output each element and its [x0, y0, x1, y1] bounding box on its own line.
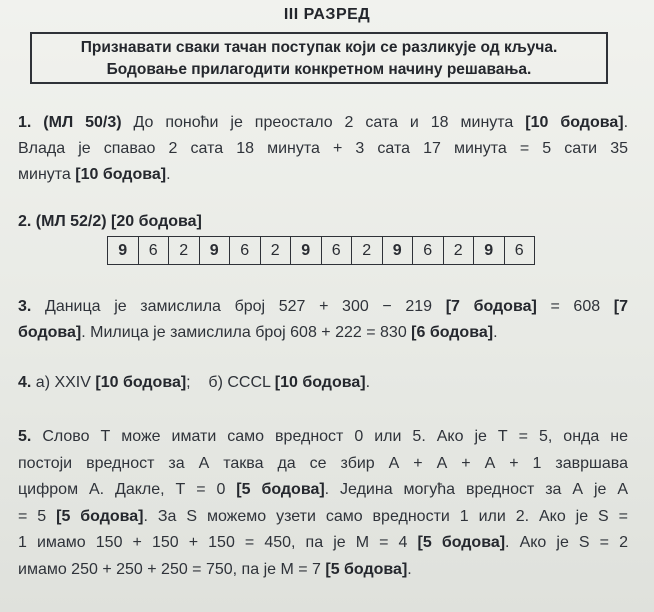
task-1-points-1: [10 бодова]: [525, 114, 624, 131]
task-3-line-2: [18, 320, 628, 346]
task-5-line-6: [18, 557, 628, 584]
task-5-line-5: [18, 530, 628, 557]
task-4-answer-b: б) CCCL: [208, 374, 275, 391]
task-5-points-2: [5 бодова]: [56, 507, 144, 525]
task-1-period: .: [623, 114, 629, 131]
task-3-number: 3.: [18, 298, 32, 315]
task-5-text-5b: . Ако је S = 2: [505, 534, 628, 551]
task-5-line-1: [18, 424, 628, 451]
task-5-line-3: [18, 477, 628, 504]
task-4-number: 4.: [18, 374, 32, 391]
digit-cell: 9: [474, 237, 505, 264]
task-2-reference: (МЛ 52/2): [35, 213, 107, 230]
digit-cell: 9: [383, 237, 414, 264]
digit-cell: 6: [505, 237, 536, 264]
task-3-points-1: [7 бодова]: [445, 298, 537, 315]
task-5-text-6a: имамо 250 + 250 + 250 = 750, па је М = 7: [18, 560, 326, 578]
task-3-period: .: [493, 324, 498, 341]
task-1-line-1: [18, 110, 628, 136]
digit-cell: 2: [444, 237, 475, 264]
task-3-points-2a: [7: [613, 298, 628, 315]
task-1-reference: (МЛ 50/3): [43, 114, 122, 131]
digit-cell: 6: [322, 237, 353, 264]
task-3: [18, 294, 628, 346]
task-1-line-3: [18, 162, 628, 188]
task-1-line-2: Влада је спавао 2 сата 18 минута + 3 сата 17 минута = 5 сати 35: [18, 140, 628, 157]
task-5-text-5a: 1 имамо 150 + 150 + 150 = 450, па је М = 4: [18, 534, 418, 551]
task-5-text-4a: = 5: [18, 507, 57, 525]
task-4-points-a: [10 бодова]: [95, 374, 187, 391]
task-4-separator: ;: [186, 374, 191, 391]
digit-cell: 9: [200, 237, 231, 264]
digit-cell: 2: [169, 237, 200, 264]
task-5-number: 5.: [18, 428, 32, 445]
task-3-points-2b: бодова]: [18, 324, 82, 341]
task-1-text-end: минута: [18, 166, 76, 183]
task-4-points-b: [10 бодова]: [274, 374, 366, 391]
task-5-points-4: [5 бодова]: [325, 560, 408, 578]
grading-notice-box: [30, 32, 608, 84]
task-5: [18, 424, 628, 583]
notice-line-1: Признавати сваки тачан поступак који се разликује од кључа.: [80, 39, 558, 56]
task-4: [18, 370, 628, 396]
digit-cell: 9: [108, 237, 139, 264]
task-4-answer-a: а) XXIV: [31, 374, 96, 391]
task-2-points: [20 бодова]: [111, 213, 202, 230]
task-4-line-1: [18, 370, 628, 396]
digit-cell: 6: [230, 237, 261, 264]
task-5-text-4b: . За S можемо узети само вредности 1 или 2. Ако је S =: [143, 507, 628, 525]
task-2-line-1: [18, 209, 628, 235]
task-3-points-3: [6 бодова]: [411, 324, 494, 341]
task-5-text-1: Слово Т може имати само вредност 0 или 5. Ако је Т = 5, онда не: [31, 428, 628, 445]
task-5-text-3b: . Једина могућа вредност за А је А: [324, 481, 628, 498]
task-3-text: Даница је замислила број 527 + 300 − 219: [31, 298, 446, 315]
task-2-number: 2.: [18, 213, 32, 230]
task-3-text-2: . Милица је замислила број 608 + 222 = 830: [81, 324, 412, 341]
task-1-points-2: [10 бодова]: [75, 166, 167, 183]
task-4-period: .: [365, 374, 371, 391]
task-1-text: До поноћи је преостало 2 сата и 18 минута: [121, 114, 526, 131]
task-2: [18, 209, 628, 235]
digit-cell: 9: [291, 237, 322, 264]
task-5-text-6b: .: [407, 560, 412, 578]
task-5-points-1: [5 бодова]: [236, 481, 325, 498]
digit-cell: 2: [261, 237, 292, 264]
task-3-line-1: [18, 294, 628, 320]
grade-heading: III РАЗРЕД: [283, 6, 371, 23]
task-3-result: = 608: [536, 298, 614, 315]
notice-line-2: Бодовање прилагодити конкретном начину решавања.: [106, 61, 532, 78]
digit-cell: 6: [139, 237, 170, 264]
digit-cell: 6: [413, 237, 444, 264]
task-1: [18, 110, 628, 188]
task-5-line-4: [18, 504, 628, 531]
digit-cell: 2: [352, 237, 383, 264]
digit-sequence-table: [107, 236, 535, 265]
task-5-line-2: постоји вредност за А таква да се збир А + А + А + 1 завршава: [18, 454, 628, 472]
task-5-points-3: [5 бодова]: [417, 534, 506, 551]
task-1-period-2: .: [166, 166, 171, 183]
task-5-text-3a: цифром А. Дакле, Т = 0: [18, 481, 237, 498]
task-1-number: 1.: [18, 114, 32, 131]
